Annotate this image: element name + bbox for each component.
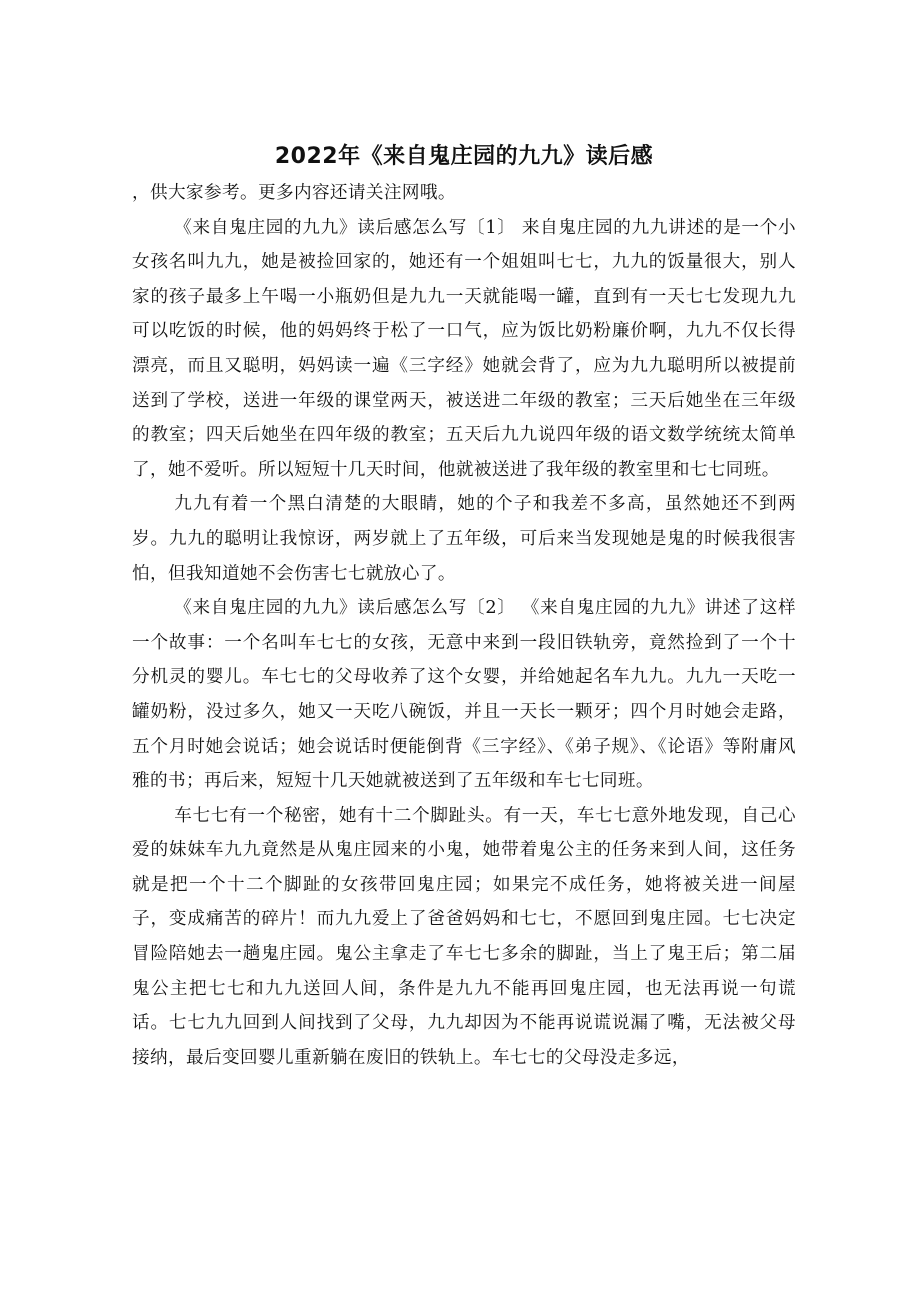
review-2-continued-paragraph: 车七七有一个秘密，她有十二个脚趾头。有一天，车七七意外地发现，自己心爱的妹妹车九九竟然是从鬼庄园来的小鬼，她带着鬼公主的任务来到人间，这任务就是把一个十二个脚趾的女孩带回鬼庄园；如果完不成任务，她将被关进一间屋子，变成痛苦的碎片！而九九爱上了爸爸妈妈和七七，不愿回到鬼庄园。七七决定冒险陪她去一趟鬼庄园。鬼公主拿走了车七七多余的脚趾，当上了鬼王后；第二届鬼公主把七七和九九送回人间，条件是九九不能再回鬼庄园，也无法再说一句谎话。七七九九回到人间找到了父母，九九却因为不能再说谎说漏了嘴，无法被父母接纳，最后变回婴儿重新躺在废旧的铁轨上。车七七的父母没走多远， <box>132 805 796 1068</box>
review-2-paragraph: 《来自鬼庄园的九九》读后感怎么写〔2〕 《来自鬼庄园的九九》讲述了这样一个故事：一个名叫车七七的女孩，无意中来到一段旧铁轨旁，竟然捡到了一个十分机灵的婴儿。车七七的父母收养了这个女婴，并给她起名车九九。九九一天吃一罐奶粉，没过多久，她又一天吃八碗饭，并且一天长一颗牙；四个月时她会走路，五个月时她会说话；她会说话时便能倒背《三字经》、《弟子规》、《论语》等附庸风雅的书；再后来，短短十几天她就被送到了五年级和车七七同班。 <box>132 598 796 792</box>
review-1-paragraph: 《来自鬼庄园的九九》读后感怎么写〔1〕 来自鬼庄园的九九讲述的是一个小女孩名叫九九，她是被捡回家的，她还有一个姐姐叫七七，九九的饭量很大，别人家的孩子最多上午喝一小瓶奶但是九九一天就能喝一罐，直到有一天七七发现九九可以吃饭的时候，他的妈妈终于松了一口气，应为饭比奶粉廉价啊，九九不仅长得漂亮，而且又聪明，妈妈读一遍《三字经》她就会背了，应为九九聪明所以被提前送到了学校，送进一年级的课堂两天，被送进二年级的教室；三天后她坐在三年级的教室；四天后她坐在四年级的教室；五天后九九说四年级的语文数学统统太简单了，她不爱听。所以短短十几天时间，他就被送进了我年级的教室里和七七同班。 <box>132 217 796 480</box>
review-1-continued-paragraph: 九九有着一个黑白清楚的大眼睛，她的个子和我差不多高，虽然她还不到两岁。九九的聪明让我惊讶，两岁就上了五年级，可后来当发现她是鬼的时候我很害怕，但我知道她不会伤害七七就放心了。 <box>132 494 796 584</box>
intro-paragraph: ，供大家参考。更多内容还请关注网哦。 <box>132 183 456 203</box>
document-title: 2022年《来自鬼庄园的九九》读后感 <box>274 144 654 169</box>
document-page <box>132 140 796 1075</box>
